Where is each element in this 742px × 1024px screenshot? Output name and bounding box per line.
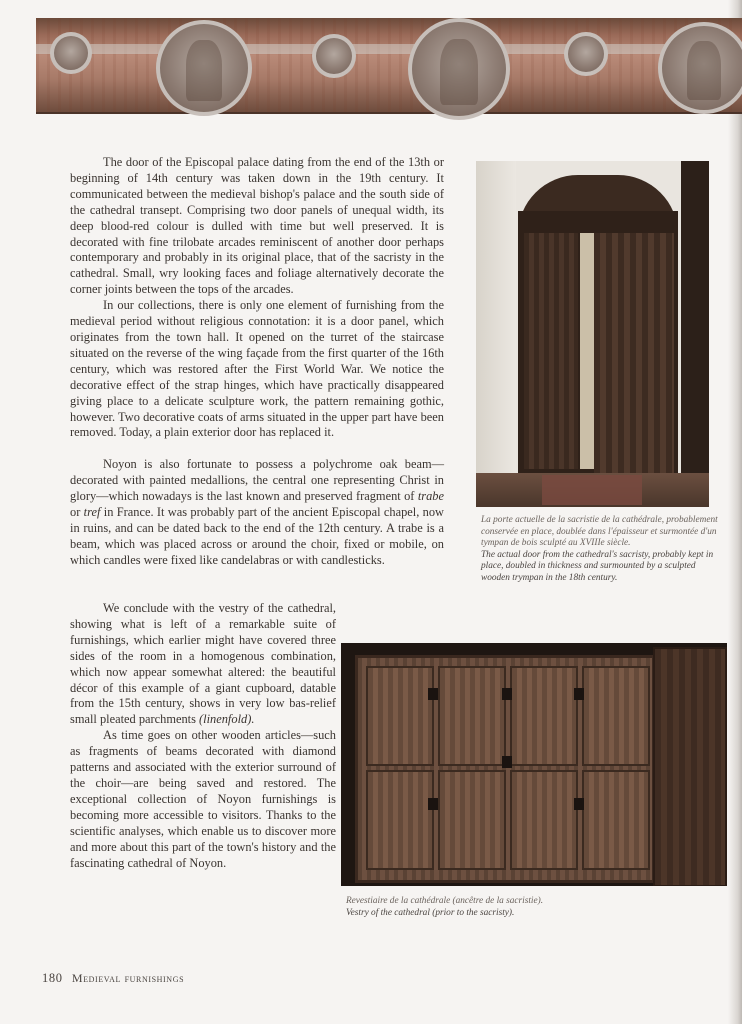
beam-medallion-christ-in-glory — [408, 18, 510, 120]
caption-sacristy-en: The actual door from the cathedral's sacristy, probably kept in place, doubled in thickness and surmounted by a sculpted wooden trympan in the 18th century. — [481, 549, 714, 583]
paragraph-beam-text: Noyon is also fortunate to possess a polychrome oak beam—decorated with painted medallions, the central one representing Christ in glory—which nowadays is the last known and preserved fragment of — [70, 457, 444, 504]
caption-sacristy — [481, 515, 721, 585]
beam-medallion — [312, 34, 356, 78]
paragraph-vestry-text: We conclude with the vestry of the cathedral, showing what is left of a remarkable suite of furnishings, which earlier might have covered three sides of the room in a homogenous combination, which now appear somewhat altered: the beautiful décor of this example of a giant cupboard, datable from the 15th century, shows in very low bas-relief small pleated parchments — [70, 601, 336, 727]
caption-vestry-fr: Revestiaire de la cathédrale (ancêtre de la sacristie). — [346, 896, 544, 906]
door-leaf-left — [524, 233, 578, 469]
term-linenfold: (linenfold). — [199, 712, 255, 727]
beam-band — [36, 44, 742, 54]
caption-vestry — [346, 896, 726, 919]
paragraph-beam-text-cont: in France. It was probably part of the ancient Episcopal chapel, now in ruins, and can be dated back to the end of the 12th century. A trabe is a beam, which was placed across or around the choir, fixed or mobile, on which candles were fixed like candelabras or with candlesticks. — [70, 505, 444, 567]
beam-medallion — [564, 32, 608, 76]
page-number: 180 — [42, 971, 63, 985]
paragraph-wooden-articles: As time goes on other wooden articles—such as fragments of beams decorated with diamond patterns and associated with the exterior surround of the choir—are being saved and restored. The exceptional collection of Noyon furnishings is becoming more accessible to visitors. Thanks to the scientific analyses, which enable us to discover more and more about this part of the town's history and the fascinating cathedral of Noyon. — [70, 728, 336, 870]
painted-beam-image — [36, 18, 742, 114]
beam-medallion-saint — [156, 20, 252, 116]
vestry-cupboard-image — [341, 643, 727, 886]
paragraph-episcopal-door: The door of the Episcopal palace dating from the end of the 13th or beginning of 14th century was taken down in the 19th century. It communicated between the medieval bishop's palace and the south side of the cathedral transept. Comprising two door panels of unequal width, its deep blood-red colour is dulled with time but well preserved. It is decorated with fine trilobate arcades reminiscent of another door perhaps contemporary and probably in its original place, that of the sacristy in the cathedral. Small, wry looking faces and foliage alternatively decorate the corner joints between the tops of the arcades. — [70, 155, 444, 297]
paragraph-polychrome-beam — [70, 457, 444, 568]
door-leaf-right — [594, 233, 674, 473]
running-section-title: Medieval furnishings — [71, 971, 185, 985]
paragraph-vestry — [70, 601, 336, 728]
caption-vestry-en: Vestry of the cathedral (prior to the sacristy). — [346, 907, 515, 918]
caption-sacristy-fr: La porte actuelle de la sacristie de la cathédrale, probablement conservée en place, doublée dans l'épaisseur et surmontée d'un tympan de bois sculpté au XVIIIe siècle. — [481, 515, 718, 549]
beam-medallion — [50, 32, 92, 74]
page-footer — [42, 971, 184, 986]
page-edge-shadow — [728, 0, 742, 1024]
beam-medallion-saint — [658, 22, 742, 114]
paragraph-town-hall-door: In our collections, there is only one element of furnishing from the medieval period without religious connotation: it is a door panel, which originates from the town hall. It opened on the turret of the staircase situated on the reverse of the wing façade from the first quarter of the 16th century, which was restored after the First World War. We notice the decorative effect of the strap hinges, which have practically disappeared giving place to a delicate sculpture work, the pattern remaining gothic, however. Two decorative coats of arms situated in the upper part have been removed. Today, a plain exterior door has replaced it. — [70, 298, 444, 440]
term-tref: tref — [83, 505, 101, 520]
term-trabe: trabe — [417, 489, 444, 504]
paragraph-beam-or: or — [70, 505, 84, 520]
vestry-door — [653, 647, 727, 886]
body-text-wide — [70, 155, 444, 569]
sacristy-door-image — [476, 161, 709, 507]
giant-cupboard — [355, 655, 655, 883]
rug — [542, 475, 642, 505]
body-text-narrow — [70, 601, 336, 871]
